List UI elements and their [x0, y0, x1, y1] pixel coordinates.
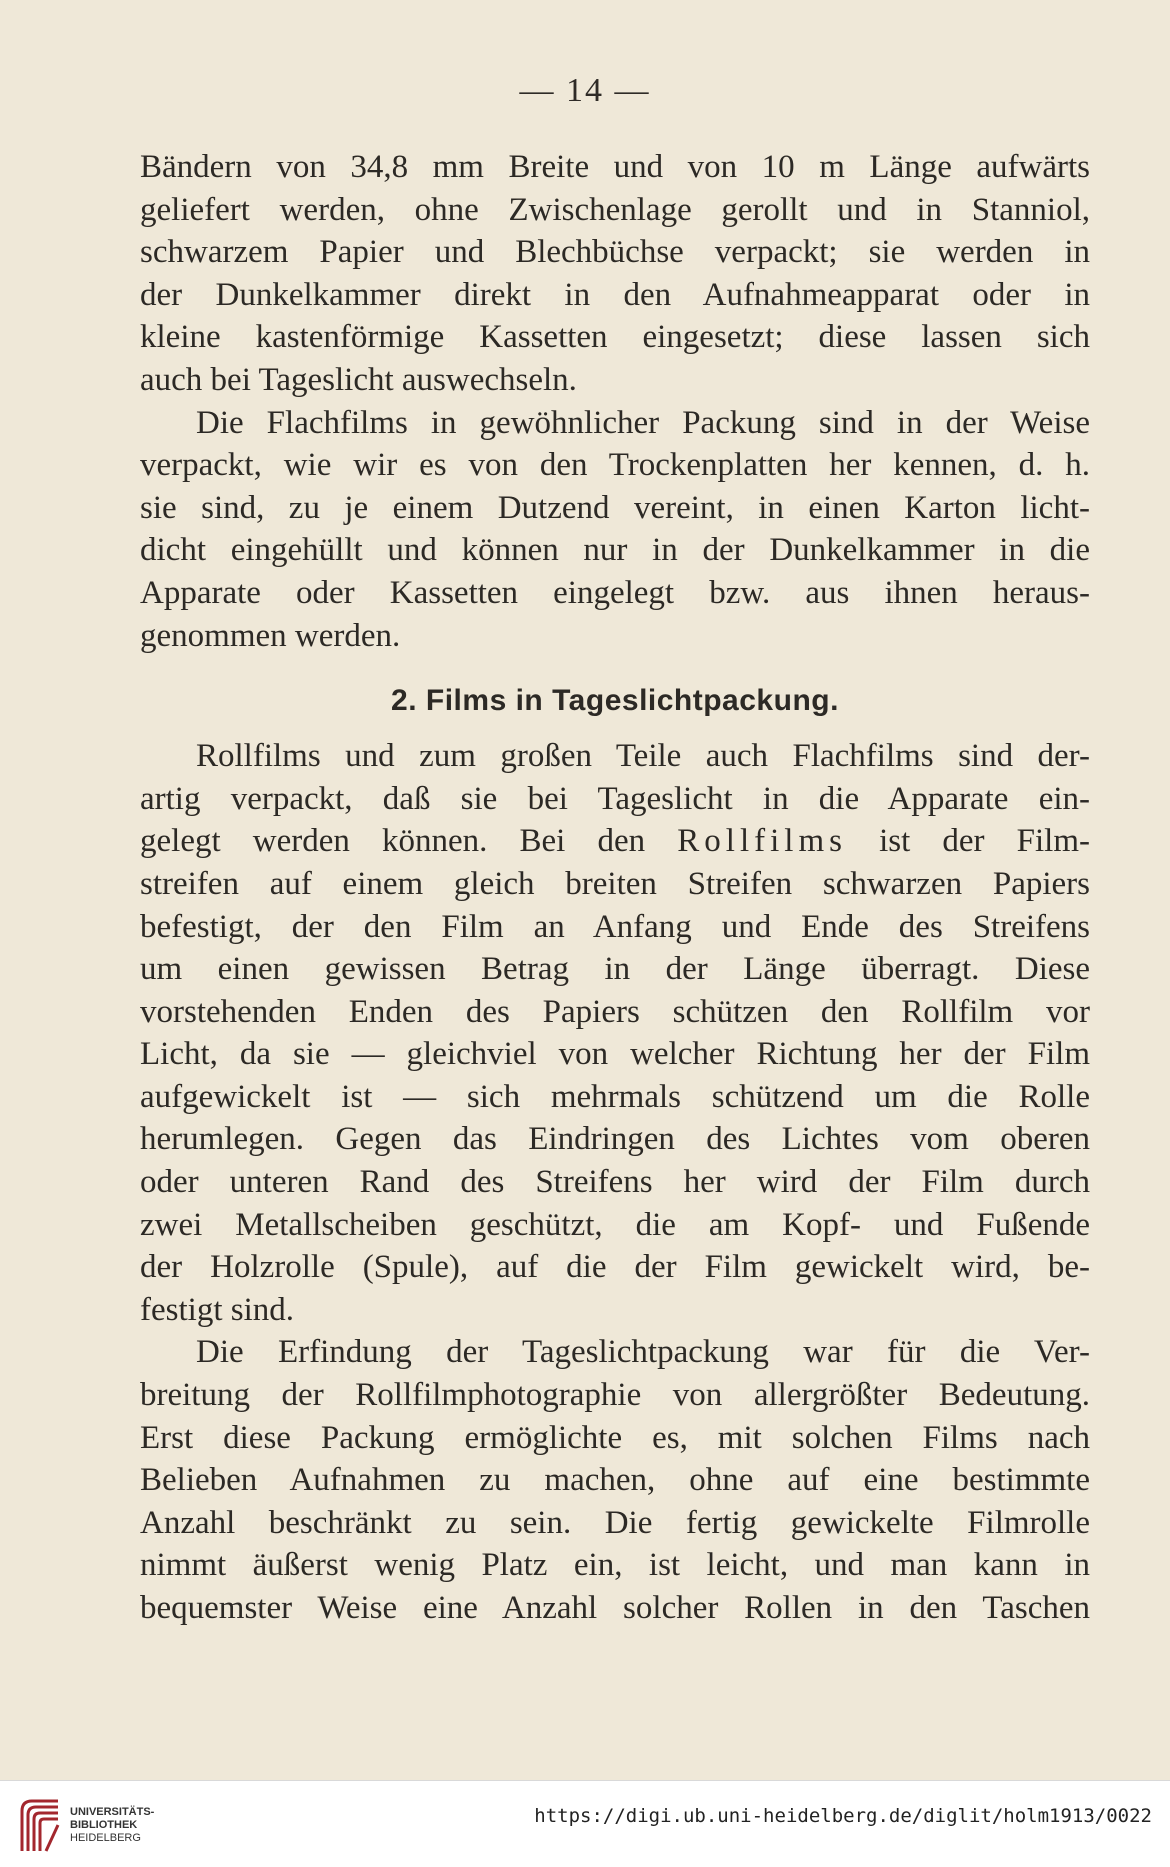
text-line: auch bei Tageslicht auswechseln.	[140, 361, 577, 398]
text-line: befestigt, der den Film an Anfang und Ende des Streifens	[140, 908, 1090, 945]
text-line: verpackt, wie wir es von den Trockenplatten her kennen, d. h.	[140, 447, 1090, 484]
text-line: Rollfilms und zum großen Teile auch Flachfilms sind der-	[196, 738, 1090, 775]
text-line: vorstehenden Enden des Papiers schützen den Rollfilm vor	[140, 993, 1090, 1030]
page-number-header: — 14 —	[519, 72, 651, 109]
text-segment: gelegt werden können. Bei den	[140, 823, 678, 860]
emphasized-term: Rollfilms	[677, 823, 847, 860]
text-line: aufgewickelt ist — sich mehrmals schützend um die Rolle	[140, 1078, 1090, 1115]
text-line: Die Flachfilms in gewöhnlicher Packung sind in der Weise	[196, 404, 1090, 441]
text-line: kleine kastenförmige Kassetten eingesetzt; diese lassen sich	[140, 319, 1090, 356]
text-line: festigt sind.	[140, 1291, 294, 1328]
text-line: genommen werden.	[140, 617, 401, 654]
text-line: Erst diese Packung ermöglichte es, mit solchen Films nach	[140, 1419, 1090, 1456]
text-line: oder unteren Rand des Streifens her wird der Film durch	[140, 1164, 1090, 1201]
text-line: bequemster Weise eine Anzahl solcher Rollen in den Taschen	[140, 1590, 1090, 1626]
viewer-footer	[0, 1780, 1170, 1867]
page-text	[140, 146, 1090, 1630]
library-name-line: HEIDELBERG	[70, 1832, 141, 1844]
text-line: breitung der Rollfilmphotographie von allergrößter Bedeutung.	[140, 1377, 1090, 1414]
text-line: dicht eingehüllt und können nur in der Dunkelkammer in die	[140, 532, 1090, 569]
text-line: der Holzrolle (Spule), auf die der Film gewickelt wird, be-	[140, 1249, 1090, 1286]
paragraph-1	[140, 146, 1090, 402]
text-line: Licht, da sie — gleichviel von welcher Richtung her der Film	[140, 1036, 1090, 1073]
section-spacer	[140, 657, 1090, 677]
source-url-link[interactable]: https://digi.ub.uni-heidelberg.de/diglit/holm1913/0022	[534, 1805, 1152, 1827]
text-line: um einen gewissen Betrag in der Länge überragt. Diese	[140, 951, 1090, 988]
section-heading: 2. Films in Tageslichtpackung.	[391, 684, 839, 718]
text-line: schwarzem Papier und Blechbüchse verpackt; sie werden in	[140, 234, 1090, 271]
library-name[interactable]	[70, 1806, 154, 1845]
paragraph-2	[140, 402, 1090, 658]
text-line: Apparate oder Kassetten eingelegt bzw. aus ihnen heraus-	[140, 574, 1090, 611]
text-line: Belieben Aufnahmen zu machen, ohne auf eine bestimmte	[140, 1462, 1090, 1499]
text-line: Bändern von 34,8 mm Breite und von 10 m Länge aufwärts	[140, 149, 1090, 185]
library-name-line: UNIVERSITÄTS-	[70, 1806, 155, 1818]
university-library-logo-icon[interactable]	[12, 1793, 68, 1855]
text-line: artig verpackt, daß sie bei Tageslicht in die Apparate ein-	[140, 780, 1090, 817]
text-line: zwei Metallscheiben geschützt, die am Kopf- und Fußende	[140, 1206, 1090, 1243]
text-line	[140, 820, 1090, 863]
text-line: der Dunkelkammer direkt in den Aufnahmeapparat oder in	[140, 276, 1090, 313]
text-segment: ist der Film-	[846, 823, 1090, 860]
text-line: herumlegen. Gegen das Eindringen des Lichtes vom oberen	[140, 1121, 1090, 1158]
text-line: Anzahl beschränkt zu sein. Die fertig gewickelte Filmrolle	[140, 1504, 1090, 1541]
paragraph-3	[140, 735, 1090, 1331]
paragraph-4	[140, 1331, 1090, 1629]
text-line: streifen auf einem gleich breiten Streifen schwarzen Papiers	[140, 865, 1090, 902]
text-line: sie sind, zu je einem Dutzend vereint, in einen Karton licht-	[140, 489, 1090, 526]
text-line: geliefert werden, ohne Zwischenlage gerollt und in Stanniol,	[140, 191, 1090, 228]
text-line: nimmt äußerst wenig Platz ein, ist leicht, und man kann in	[140, 1547, 1090, 1584]
text-line: Die Erfindung der Tageslichtpackung war für die Ver-	[196, 1334, 1090, 1371]
library-name-line: BIBLIOTHEK	[70, 1819, 138, 1831]
